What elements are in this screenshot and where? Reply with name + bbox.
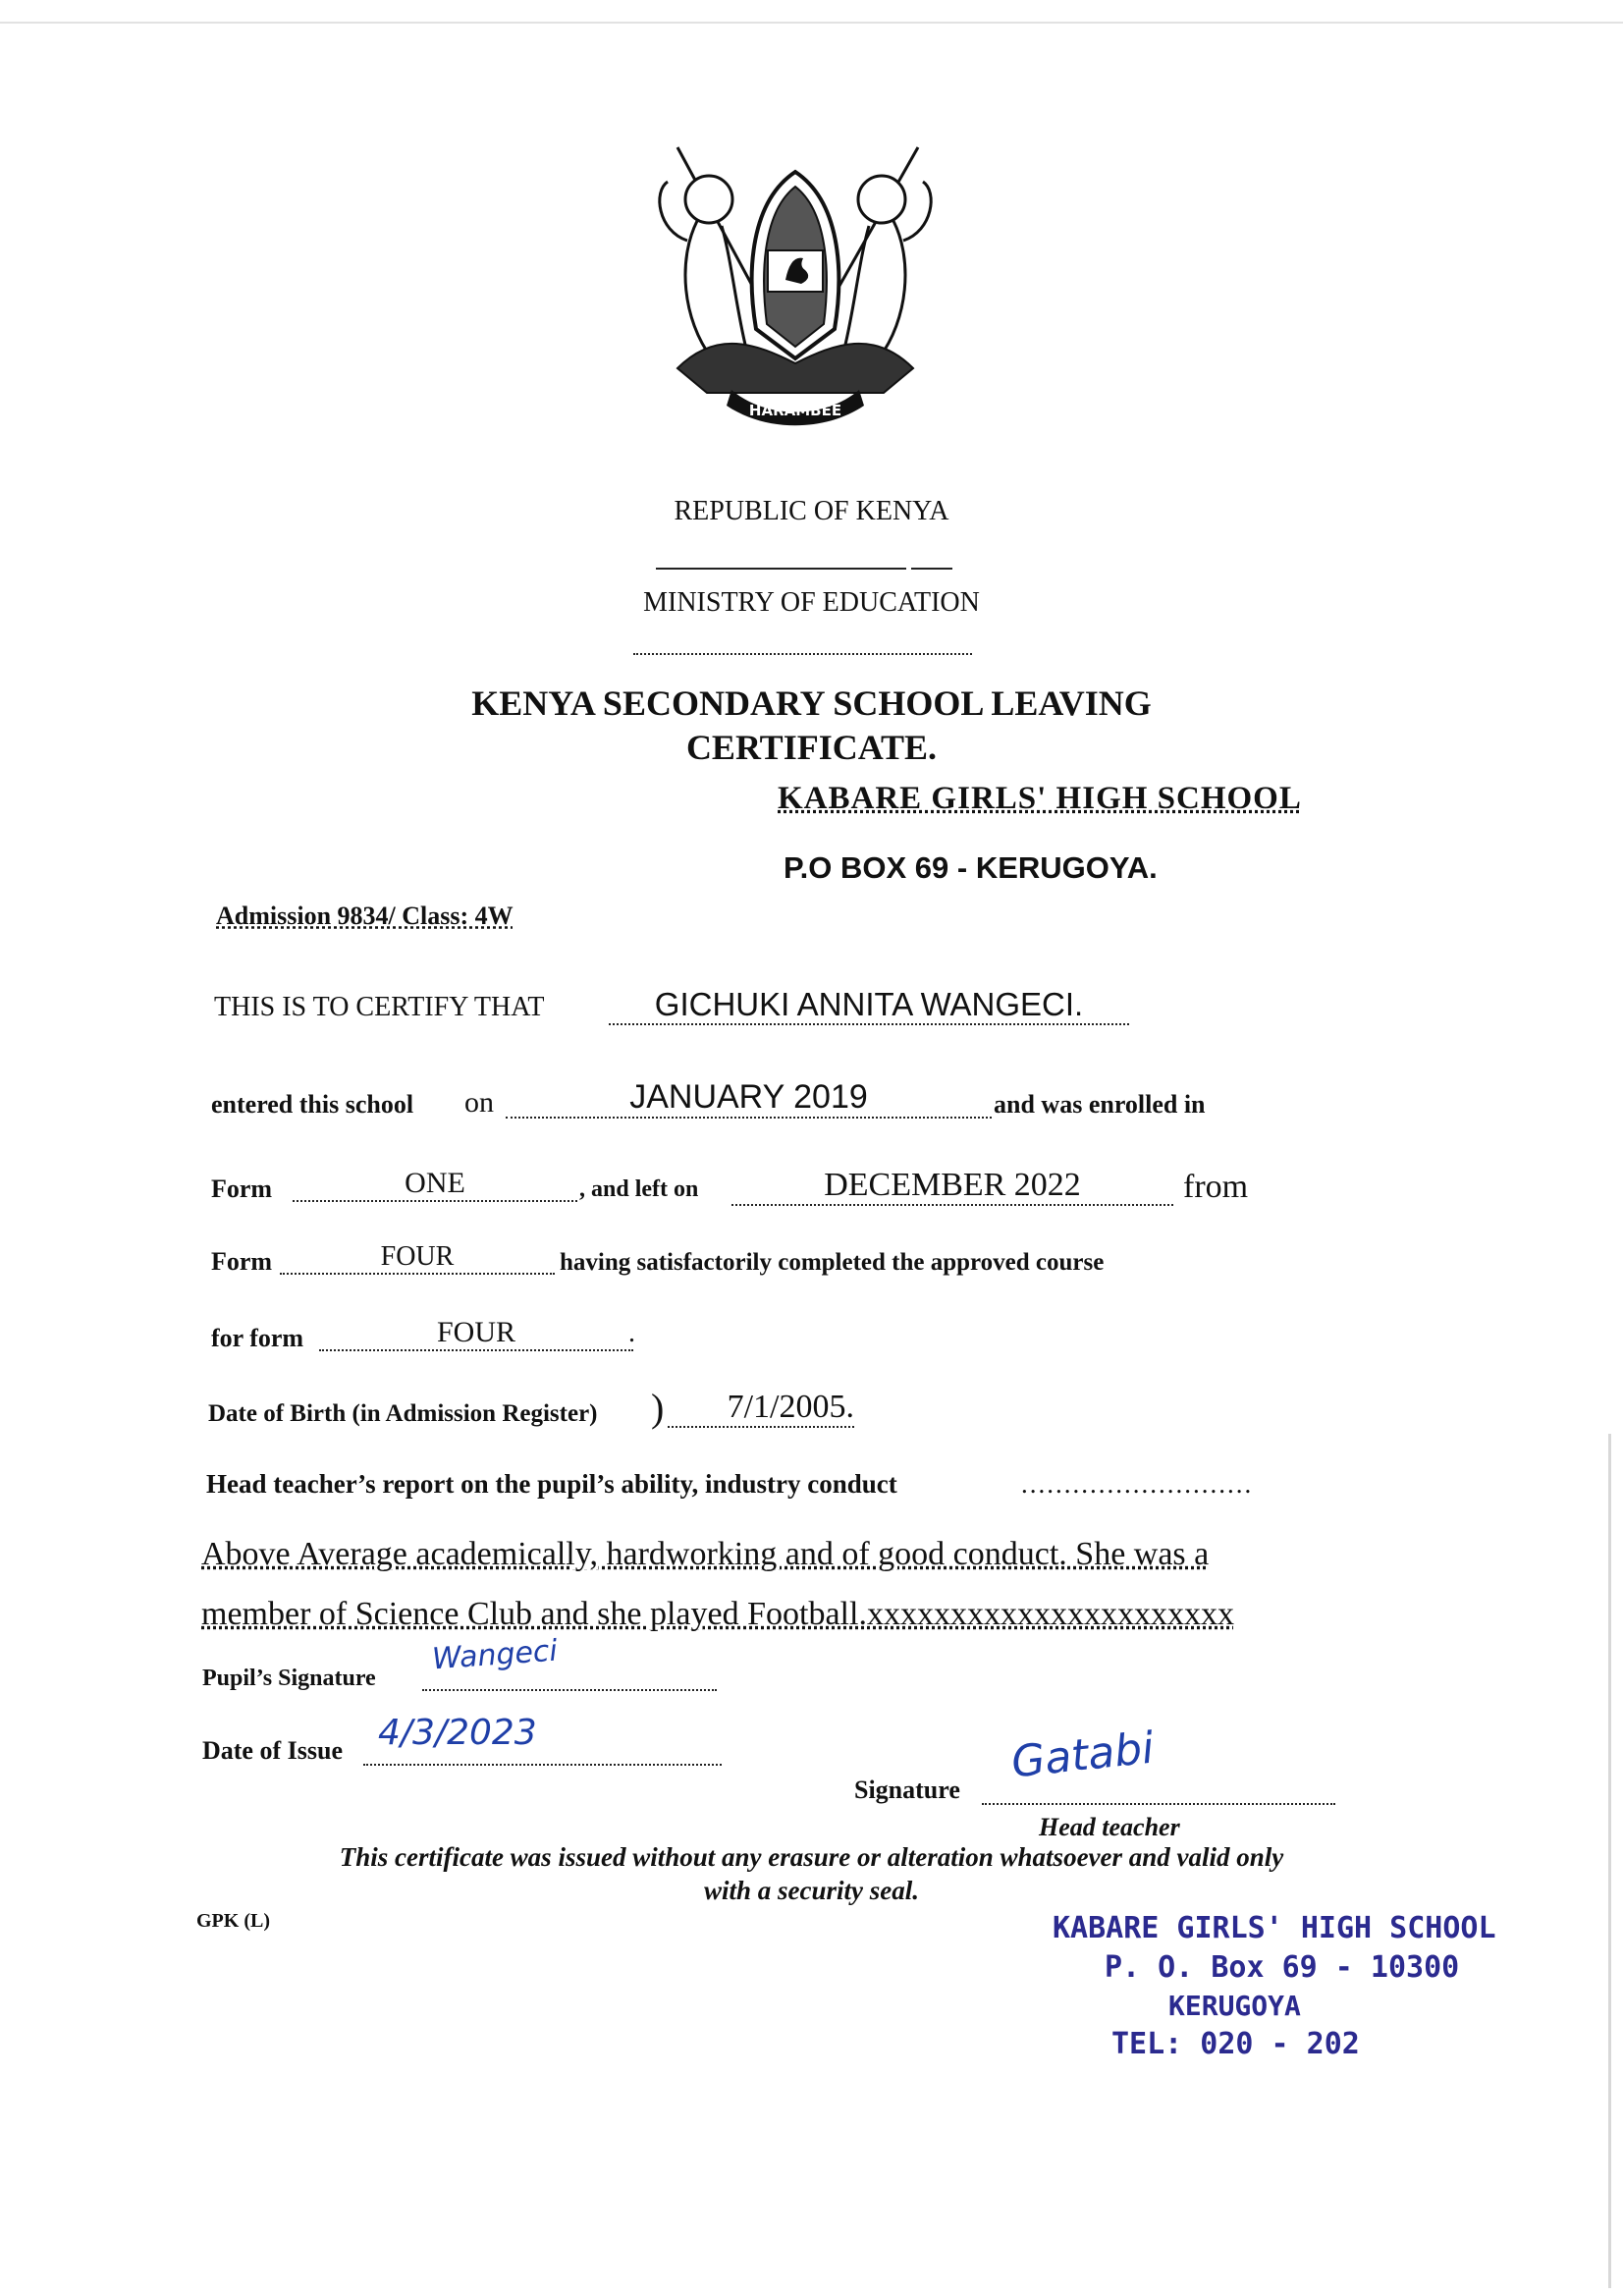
gpk-code: GPK (L) [196, 1910, 270, 1932]
report-line1: Above Average academically, hardworking and of good conduct. She was a [201, 1536, 1210, 1572]
entered-on: on [464, 1086, 494, 1119]
certificate-title-line1: KENYA SECONDARY SCHOOL LEAVING [471, 683, 1152, 723]
stamp-school-name: KABARE GIRLS' HIGH SCHOOL [1053, 1911, 1496, 1945]
dob-value: 7/1/2005. [668, 1389, 854, 1428]
left-on-label: , and left on [579, 1176, 699, 1202]
certify-label: THIS IS TO CERTIFY THAT [214, 992, 545, 1022]
for-form-label: for form [211, 1324, 304, 1352]
admission-class: Admission 9834/ Class: 4W [216, 902, 514, 930]
form-entered: ONE [293, 1167, 577, 1202]
form-left-label: Form [211, 1247, 273, 1276]
report-line2: member of Science Club and she played Football.xxxxxxxxxxxxxxxxxxxxxx [201, 1596, 1234, 1632]
stamp-tel: TEL: 020 - 202 [1111, 2027, 1360, 2061]
enrolled-suffix: and was enrolled in [994, 1090, 1206, 1119]
certificate-title-line2: CERTIFICATE. [685, 728, 938, 767]
issue-date-label: Date of Issue [202, 1736, 343, 1765]
student-name: GICHUKI ANNITA WANGECI. [609, 986, 1129, 1025]
dob-bracket-close: ) [651, 1386, 665, 1430]
for-form-end: . [628, 1318, 635, 1348]
pupil-signature-label: Pupil’s Signature [202, 1666, 376, 1691]
coat-of-arms-motto: HARAMBEE [748, 402, 842, 419]
course-completed-text: having satisfactorily completed the approved course [560, 1249, 1105, 1276]
head-signature-handwriting: Gatabi [1008, 1722, 1157, 1788]
rule-ministry [633, 653, 972, 655]
republic-heading: REPUBLIC OF KENYA [674, 496, 949, 526]
pupil-signature-handwriting: Wangeci [430, 1633, 559, 1677]
report-dots: ........................... [1021, 1469, 1254, 1499]
coat-of-arms-emblem [638, 133, 952, 437]
validity-note-line1: This certificate was issued without any erasure or alteration whatsoever and valid only [339, 1842, 1284, 1872]
form-left-value: FOUR [280, 1241, 555, 1275]
stamp-town: KERUGOYA [1168, 1990, 1301, 2022]
entered-date: JANUARY 2019 [506, 1078, 992, 1119]
issue-date-handwriting: 4/3/2023 [378, 1713, 537, 1753]
head-signature-label: Signature [854, 1776, 960, 1804]
entered-label: entered this school [211, 1090, 414, 1119]
left-date: DECEMBER 2022 [731, 1167, 1173, 1206]
ministry-heading: MINISTRY OF EDUCATION [643, 587, 980, 618]
stamp-box: P. O. Box 69 - 10300 [1105, 1950, 1460, 1985]
from-label: from [1183, 1169, 1249, 1205]
validity-note-line2: with a security seal. [703, 1876, 919, 1905]
dob-label: Date of Birth (in Admission Register) [208, 1400, 598, 1427]
school-name: KABARE GIRLS' HIGH SCHOOL [778, 781, 1302, 816]
scan-edge-top [0, 22, 1623, 24]
report-label: Head teacher’s report on the pupil’s ability, industry conduct [206, 1469, 897, 1499]
form-label: Form [211, 1175, 273, 1203]
head-teacher-role: Head teacher [1039, 1813, 1180, 1841]
rule-republic-tail [911, 568, 952, 570]
school-address: P.O BOX 69 - KERUGOYA. [784, 850, 1158, 885]
for-form-value: FOUR [319, 1316, 633, 1351]
rule-republic [656, 568, 906, 570]
